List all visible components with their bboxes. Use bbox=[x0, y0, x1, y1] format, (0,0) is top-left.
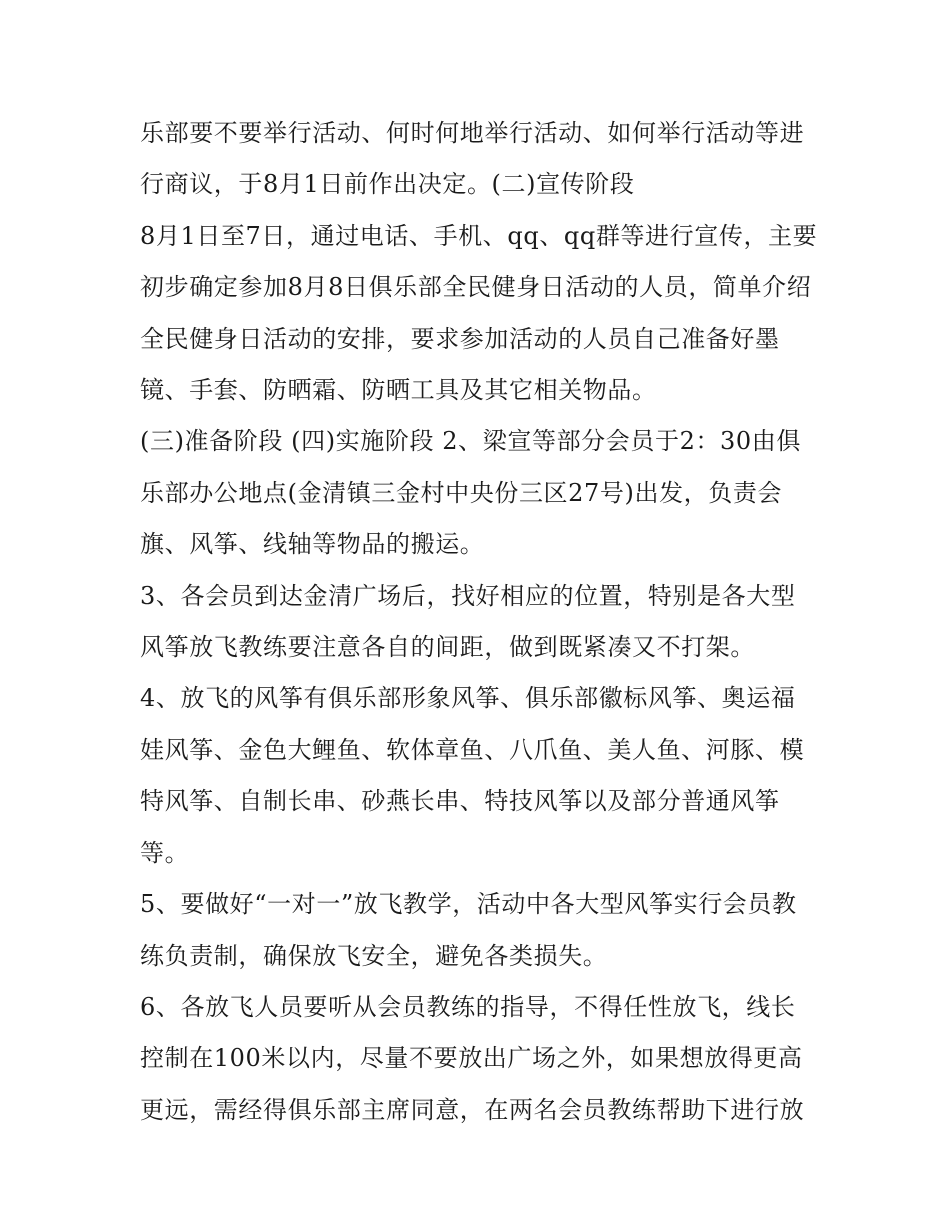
document-body bbox=[140, 108, 820, 1136]
paragraph-publicity-stage: 8月1日至7日，通过电话、手机、qq、qq群等进行宣传，主要初步确定参加8月8日俱乐部全民健身日活动的人员，简单介绍全民健身日活动的安排，要求参加活动的人员自己准备好墨镜、手套、防晒霜、防晒工具及其它相关物品。 bbox=[140, 221, 818, 405]
paragraph-item-3: 3、各会员到达金清广场后，找好相应的位置，特别是各大型风筝放飞教练要注意各自的间距，做到既紧凑又不打架。 bbox=[140, 581, 796, 662]
paragraph-item-4: 4、放飞的风筝有俱乐部形象风筝、俱乐部徽标风筝、奥运福娃风筝、金色大鲤鱼、软体章鱼、八爪鱼、美人鱼、河豚、模特风筝、自制长串、砂燕长串、特技风筝以及部分普通风筝等。 bbox=[140, 684, 805, 867]
paragraph-preparation-stage: (三)准备阶段 (四)实施阶段 2、梁宣等部分会员于2：30由俱乐部办公地点(金清镇三金村中央份三区27号)出发，负责会旗、风筝、线轴等物品的搬运。 bbox=[140, 427, 801, 559]
paragraph-planning-stage: 乐部要不要举行活动、何时何地举行活动、如何举行活动等进行商议，于8月1日前作出决定。(二)宣传阶段 bbox=[140, 119, 805, 199]
paragraph-item-6: 6、各放飞人员要听从会员教练的指导，不得任性放飞，线长控制在100米以内，尽量不要放出广场之外，如果想放得更高更远，需经得俱乐部主席同意，在两名会员教练帮助下进行放 bbox=[140, 992, 805, 1124]
paragraph-item-5: 5、要做好“一对一”放飞教学，活动中各大型风筝实行会员教练负责制，确保放飞安全，避免各类损失。 bbox=[140, 890, 797, 970]
